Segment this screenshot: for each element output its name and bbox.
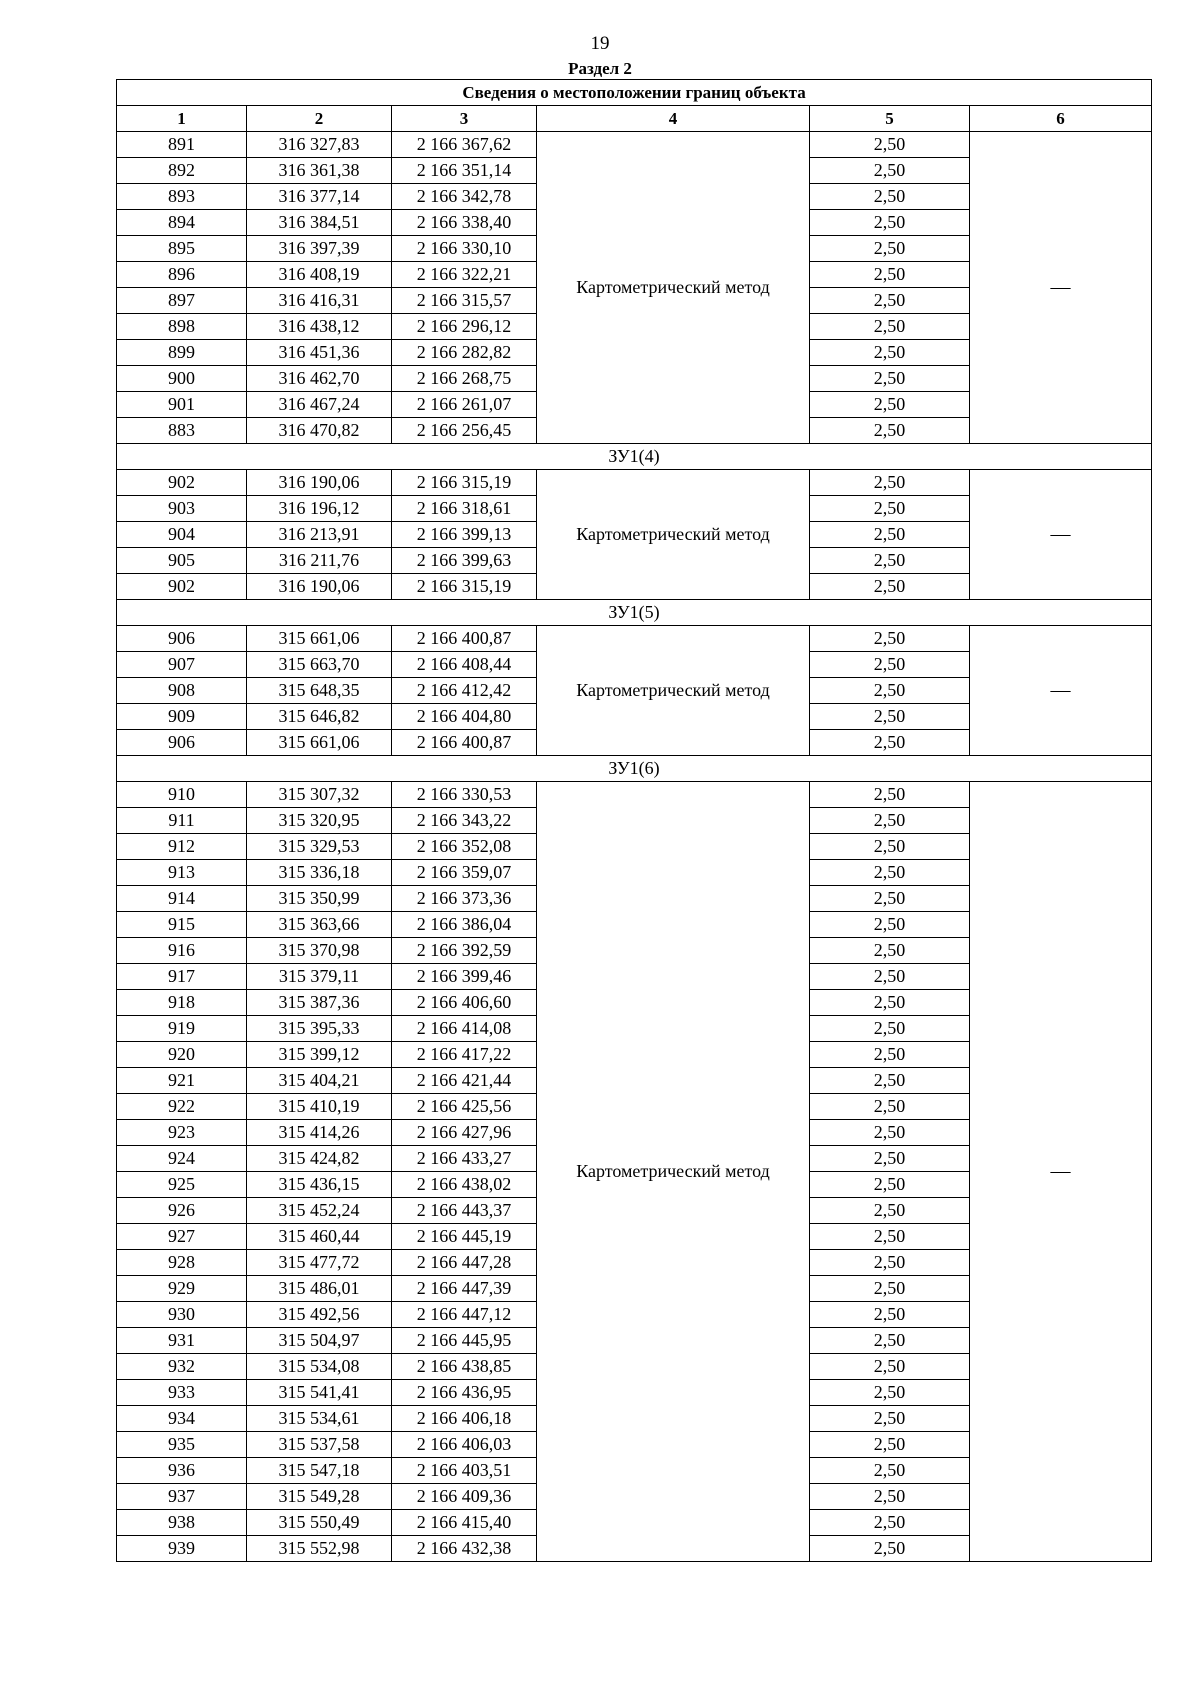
method-cell: Картометрический метод [537, 626, 810, 756]
point-number-cell: 917 [117, 964, 247, 990]
point-number-cell: 929 [117, 1276, 247, 1302]
accuracy-cell: 2,50 [810, 886, 970, 912]
point-number-cell: 930 [117, 1302, 247, 1328]
y-coordinate-cell: 2 166 386,04 [392, 912, 537, 938]
x-coordinate-cell: 316 213,91 [247, 522, 392, 548]
point-number-cell: 901 [117, 392, 247, 418]
y-coordinate-cell: 2 166 400,87 [392, 626, 537, 652]
accuracy-cell: 2,50 [810, 626, 970, 652]
accuracy-cell: 2,50 [810, 340, 970, 366]
accuracy-cell: 2,50 [810, 730, 970, 756]
y-coordinate-cell: 2 166 432,38 [392, 1536, 537, 1562]
group-label-row [117, 444, 1152, 470]
point-number-cell: 911 [117, 808, 247, 834]
table-row [117, 470, 1152, 496]
point-number-cell: 895 [117, 236, 247, 262]
accuracy-cell: 2,50 [810, 1536, 970, 1562]
y-coordinate-cell: 2 166 425,56 [392, 1094, 537, 1120]
column-header: 1 [117, 106, 247, 132]
accuracy-cell: 2,50 [810, 288, 970, 314]
accuracy-cell: 2,50 [810, 860, 970, 886]
accuracy-cell: 2,50 [810, 210, 970, 236]
accuracy-cell: 2,50 [810, 1432, 970, 1458]
x-coordinate-cell: 315 436,15 [247, 1172, 392, 1198]
page-number: 19 [590, 33, 610, 54]
accuracy-cell: 2,50 [810, 1016, 970, 1042]
y-coordinate-cell: 2 166 373,36 [392, 886, 537, 912]
accuracy-cell: 2,50 [810, 808, 970, 834]
y-coordinate-cell: 2 166 399,13 [392, 522, 537, 548]
x-coordinate-cell: 316 438,12 [247, 314, 392, 340]
group-label: ЗУ1(6) [117, 756, 1152, 782]
x-coordinate-cell: 315 379,11 [247, 964, 392, 990]
point-number-cell: 904 [117, 522, 247, 548]
y-coordinate-cell: 2 166 409,36 [392, 1484, 537, 1510]
point-number-cell: 903 [117, 496, 247, 522]
x-coordinate-cell: 315 537,58 [247, 1432, 392, 1458]
point-number-cell: 913 [117, 860, 247, 886]
accuracy-cell: 2,50 [810, 496, 970, 522]
accuracy-cell: 2,50 [810, 236, 970, 262]
point-number-cell: 921 [117, 1068, 247, 1094]
y-coordinate-cell: 2 166 352,08 [392, 834, 537, 860]
y-coordinate-cell: 2 166 421,44 [392, 1068, 537, 1094]
y-coordinate-cell: 2 166 438,85 [392, 1354, 537, 1380]
point-number-cell: 916 [117, 938, 247, 964]
accuracy-cell: 2,50 [810, 782, 970, 808]
accuracy-cell: 2,50 [810, 912, 970, 938]
x-coordinate-cell: 315 547,18 [247, 1458, 392, 1484]
column-header: 2 [247, 106, 392, 132]
x-coordinate-cell: 315 492,56 [247, 1302, 392, 1328]
y-coordinate-cell: 2 166 447,28 [392, 1250, 537, 1276]
point-number-cell: 939 [117, 1536, 247, 1562]
x-coordinate-cell: 316 416,31 [247, 288, 392, 314]
accuracy-cell: 2,50 [810, 470, 970, 496]
point-number-cell: 938 [117, 1510, 247, 1536]
description-cell: — [970, 626, 1152, 756]
point-number-cell: 893 [117, 184, 247, 210]
y-coordinate-cell: 2 166 330,10 [392, 236, 537, 262]
point-number-cell: 898 [117, 314, 247, 340]
y-coordinate-cell: 2 166 399,46 [392, 964, 537, 990]
accuracy-cell: 2,50 [810, 1510, 970, 1536]
y-coordinate-cell: 2 166 406,60 [392, 990, 537, 1016]
y-coordinate-cell: 2 166 282,82 [392, 340, 537, 366]
accuracy-cell: 2,50 [810, 1198, 970, 1224]
x-coordinate-cell: 315 661,06 [247, 626, 392, 652]
accuracy-cell: 2,50 [810, 392, 970, 418]
y-coordinate-cell: 2 166 322,21 [392, 262, 537, 288]
x-coordinate-cell: 316 384,51 [247, 210, 392, 236]
y-coordinate-cell: 2 166 417,22 [392, 1042, 537, 1068]
point-number-cell: 918 [117, 990, 247, 1016]
x-coordinate-cell: 315 414,26 [247, 1120, 392, 1146]
point-number-cell: 925 [117, 1172, 247, 1198]
y-coordinate-cell: 2 166 261,07 [392, 392, 537, 418]
accuracy-cell: 2,50 [810, 184, 970, 210]
y-coordinate-cell: 2 166 447,12 [392, 1302, 537, 1328]
y-coordinate-cell: 2 166 412,42 [392, 678, 537, 704]
x-coordinate-cell: 316 327,83 [247, 132, 392, 158]
point-number-cell: 932 [117, 1354, 247, 1380]
x-coordinate-cell: 316 397,39 [247, 236, 392, 262]
table-body [117, 132, 1152, 1562]
y-coordinate-cell: 2 166 315,19 [392, 574, 537, 600]
point-number-cell: 909 [117, 704, 247, 730]
group-label: ЗУ1(4) [117, 444, 1152, 470]
x-coordinate-cell: 315 370,98 [247, 938, 392, 964]
x-coordinate-cell: 315 363,66 [247, 912, 392, 938]
point-number-cell: 926 [117, 1198, 247, 1224]
accuracy-cell: 2,50 [810, 1484, 970, 1510]
x-coordinate-cell: 316 196,12 [247, 496, 392, 522]
y-coordinate-cell: 2 166 315,57 [392, 288, 537, 314]
point-number-cell: 924 [117, 1146, 247, 1172]
y-coordinate-cell: 2 166 330,53 [392, 782, 537, 808]
accuracy-cell: 2,50 [810, 964, 970, 990]
column-header: 4 [537, 106, 810, 132]
y-coordinate-cell: 2 166 436,95 [392, 1380, 537, 1406]
y-coordinate-cell: 2 166 443,37 [392, 1198, 537, 1224]
description-cell: — [970, 470, 1152, 600]
point-number-cell: 934 [117, 1406, 247, 1432]
x-coordinate-cell: 315 387,36 [247, 990, 392, 1016]
point-number-cell: 900 [117, 366, 247, 392]
accuracy-cell: 2,50 [810, 1302, 970, 1328]
accuracy-cell: 2,50 [810, 548, 970, 574]
y-coordinate-cell: 2 166 315,19 [392, 470, 537, 496]
boundary-coordinates-table [116, 79, 1152, 1562]
x-coordinate-cell: 315 350,99 [247, 886, 392, 912]
point-number-cell: 914 [117, 886, 247, 912]
column-header: 6 [970, 106, 1152, 132]
x-coordinate-cell: 315 399,12 [247, 1042, 392, 1068]
y-coordinate-cell: 2 166 408,44 [392, 652, 537, 678]
y-coordinate-cell: 2 166 359,07 [392, 860, 537, 886]
accuracy-cell: 2,50 [810, 938, 970, 964]
point-number-cell: 906 [117, 626, 247, 652]
x-coordinate-cell: 315 534,08 [247, 1354, 392, 1380]
point-number-cell: 906 [117, 730, 247, 756]
group-label: ЗУ1(5) [117, 600, 1152, 626]
x-coordinate-cell: 315 552,98 [247, 1536, 392, 1562]
y-coordinate-cell: 2 166 404,80 [392, 704, 537, 730]
x-coordinate-cell: 316 190,06 [247, 574, 392, 600]
point-number-cell: 896 [117, 262, 247, 288]
x-coordinate-cell: 316 462,70 [247, 366, 392, 392]
accuracy-cell: 2,50 [810, 1406, 970, 1432]
accuracy-cell: 2,50 [810, 418, 970, 444]
accuracy-cell: 2,50 [810, 1042, 970, 1068]
description-cell: — [970, 782, 1152, 1562]
x-coordinate-cell: 315 534,61 [247, 1406, 392, 1432]
x-coordinate-cell: 316 361,38 [247, 158, 392, 184]
point-number-cell: 907 [117, 652, 247, 678]
x-coordinate-cell: 315 648,35 [247, 678, 392, 704]
y-coordinate-cell: 2 166 445,19 [392, 1224, 537, 1250]
x-coordinate-cell: 315 460,44 [247, 1224, 392, 1250]
point-number-cell: 883 [117, 418, 247, 444]
x-coordinate-cell: 315 452,24 [247, 1198, 392, 1224]
y-coordinate-cell: 2 166 406,03 [392, 1432, 537, 1458]
accuracy-cell: 2,50 [810, 1146, 970, 1172]
accuracy-cell: 2,50 [810, 1458, 970, 1484]
point-number-cell: 919 [117, 1016, 247, 1042]
y-coordinate-cell: 2 166 403,51 [392, 1458, 537, 1484]
x-coordinate-cell: 316 190,06 [247, 470, 392, 496]
point-number-cell: 915 [117, 912, 247, 938]
column-header: 3 [392, 106, 537, 132]
accuracy-cell: 2,50 [810, 1120, 970, 1146]
accuracy-cell: 2,50 [810, 1328, 970, 1354]
point-number-cell: 935 [117, 1432, 247, 1458]
accuracy-cell: 2,50 [810, 652, 970, 678]
accuracy-cell: 2,50 [810, 678, 970, 704]
point-number-cell: 927 [117, 1224, 247, 1250]
x-coordinate-cell: 316 211,76 [247, 548, 392, 574]
accuracy-cell: 2,50 [810, 522, 970, 548]
point-number-cell: 899 [117, 340, 247, 366]
column-header: 5 [810, 106, 970, 132]
accuracy-cell: 2,50 [810, 1068, 970, 1094]
point-number-cell: 922 [117, 1094, 247, 1120]
point-number-cell: 923 [117, 1120, 247, 1146]
x-coordinate-cell: 315 504,97 [247, 1328, 392, 1354]
accuracy-cell: 2,50 [810, 314, 970, 340]
y-coordinate-cell: 2 166 433,27 [392, 1146, 537, 1172]
point-number-cell: 892 [117, 158, 247, 184]
point-number-cell: 910 [117, 782, 247, 808]
method-cell: Картометрический метод [537, 470, 810, 600]
x-coordinate-cell: 316 467,24 [247, 392, 392, 418]
y-coordinate-cell: 2 166 256,45 [392, 418, 537, 444]
accuracy-cell: 2,50 [810, 1250, 970, 1276]
y-coordinate-cell: 2 166 343,22 [392, 808, 537, 834]
y-coordinate-cell: 2 166 415,40 [392, 1510, 537, 1536]
y-coordinate-cell: 2 166 268,75 [392, 366, 537, 392]
x-coordinate-cell: 315 395,33 [247, 1016, 392, 1042]
point-number-cell: 936 [117, 1458, 247, 1484]
accuracy-cell: 2,50 [810, 1354, 970, 1380]
x-coordinate-cell: 315 424,82 [247, 1146, 392, 1172]
method-cell: Картометрический метод [537, 782, 810, 1562]
table-title: Сведения о местоположении границ объекта [117, 80, 1152, 106]
group-label-row [117, 756, 1152, 782]
point-number-cell: 905 [117, 548, 247, 574]
point-number-cell: 891 [117, 132, 247, 158]
method-cell: Картометрический метод [537, 132, 810, 444]
x-coordinate-cell: 315 477,72 [247, 1250, 392, 1276]
x-coordinate-cell: 315 336,18 [247, 860, 392, 886]
y-coordinate-cell: 2 166 399,63 [392, 548, 537, 574]
accuracy-cell: 2,50 [810, 1172, 970, 1198]
y-coordinate-cell: 2 166 445,95 [392, 1328, 537, 1354]
y-coordinate-cell: 2 166 447,39 [392, 1276, 537, 1302]
y-coordinate-cell: 2 166 342,78 [392, 184, 537, 210]
y-coordinate-cell: 2 166 438,02 [392, 1172, 537, 1198]
point-number-cell: 908 [117, 678, 247, 704]
y-coordinate-cell: 2 166 392,59 [392, 938, 537, 964]
accuracy-cell: 2,50 [810, 1380, 970, 1406]
accuracy-cell: 2,50 [810, 158, 970, 184]
section-title: Раздел 2 [568, 59, 632, 78]
point-number-cell: 902 [117, 470, 247, 496]
x-coordinate-cell: 316 377,14 [247, 184, 392, 210]
y-coordinate-cell: 2 166 296,12 [392, 314, 537, 340]
x-coordinate-cell: 315 410,19 [247, 1094, 392, 1120]
y-coordinate-cell: 2 166 400,87 [392, 730, 537, 756]
accuracy-cell: 2,50 [810, 834, 970, 860]
table-row [117, 626, 1152, 652]
x-coordinate-cell: 315 550,49 [247, 1510, 392, 1536]
accuracy-cell: 2,50 [810, 704, 970, 730]
x-coordinate-cell: 316 470,82 [247, 418, 392, 444]
x-coordinate-cell: 315 320,95 [247, 808, 392, 834]
table-row [117, 132, 1152, 158]
group-label-row [117, 600, 1152, 626]
point-number-cell: 928 [117, 1250, 247, 1276]
accuracy-cell: 2,50 [810, 990, 970, 1016]
table-row [117, 782, 1152, 808]
point-number-cell: 897 [117, 288, 247, 314]
y-coordinate-cell: 2 166 338,40 [392, 210, 537, 236]
point-number-cell: 894 [117, 210, 247, 236]
x-coordinate-cell: 315 486,01 [247, 1276, 392, 1302]
point-number-cell: 902 [117, 574, 247, 600]
x-coordinate-cell: 315 549,28 [247, 1484, 392, 1510]
x-coordinate-cell: 315 661,06 [247, 730, 392, 756]
x-coordinate-cell: 315 329,53 [247, 834, 392, 860]
x-coordinate-cell: 315 307,32 [247, 782, 392, 808]
y-coordinate-cell: 2 166 318,61 [392, 496, 537, 522]
x-coordinate-cell: 316 451,36 [247, 340, 392, 366]
y-coordinate-cell: 2 166 367,62 [392, 132, 537, 158]
accuracy-cell: 2,50 [810, 366, 970, 392]
x-coordinate-cell: 315 404,21 [247, 1068, 392, 1094]
point-number-cell: 931 [117, 1328, 247, 1354]
accuracy-cell: 2,50 [810, 1276, 970, 1302]
accuracy-cell: 2,50 [810, 132, 970, 158]
accuracy-cell: 2,50 [810, 574, 970, 600]
point-number-cell: 912 [117, 834, 247, 860]
point-number-cell: 933 [117, 1380, 247, 1406]
accuracy-cell: 2,50 [810, 1094, 970, 1120]
accuracy-cell: 2,50 [810, 1224, 970, 1250]
description-cell: — [970, 132, 1152, 444]
point-number-cell: 937 [117, 1484, 247, 1510]
y-coordinate-cell: 2 166 406,18 [392, 1406, 537, 1432]
x-coordinate-cell: 316 408,19 [247, 262, 392, 288]
accuracy-cell: 2,50 [810, 262, 970, 288]
y-coordinate-cell: 2 166 414,08 [392, 1016, 537, 1042]
x-coordinate-cell: 315 541,41 [247, 1380, 392, 1406]
y-coordinate-cell: 2 166 351,14 [392, 158, 537, 184]
column-header-row [117, 106, 1152, 132]
x-coordinate-cell: 315 663,70 [247, 652, 392, 678]
point-number-cell: 920 [117, 1042, 247, 1068]
x-coordinate-cell: 315 646,82 [247, 704, 392, 730]
y-coordinate-cell: 2 166 427,96 [392, 1120, 537, 1146]
